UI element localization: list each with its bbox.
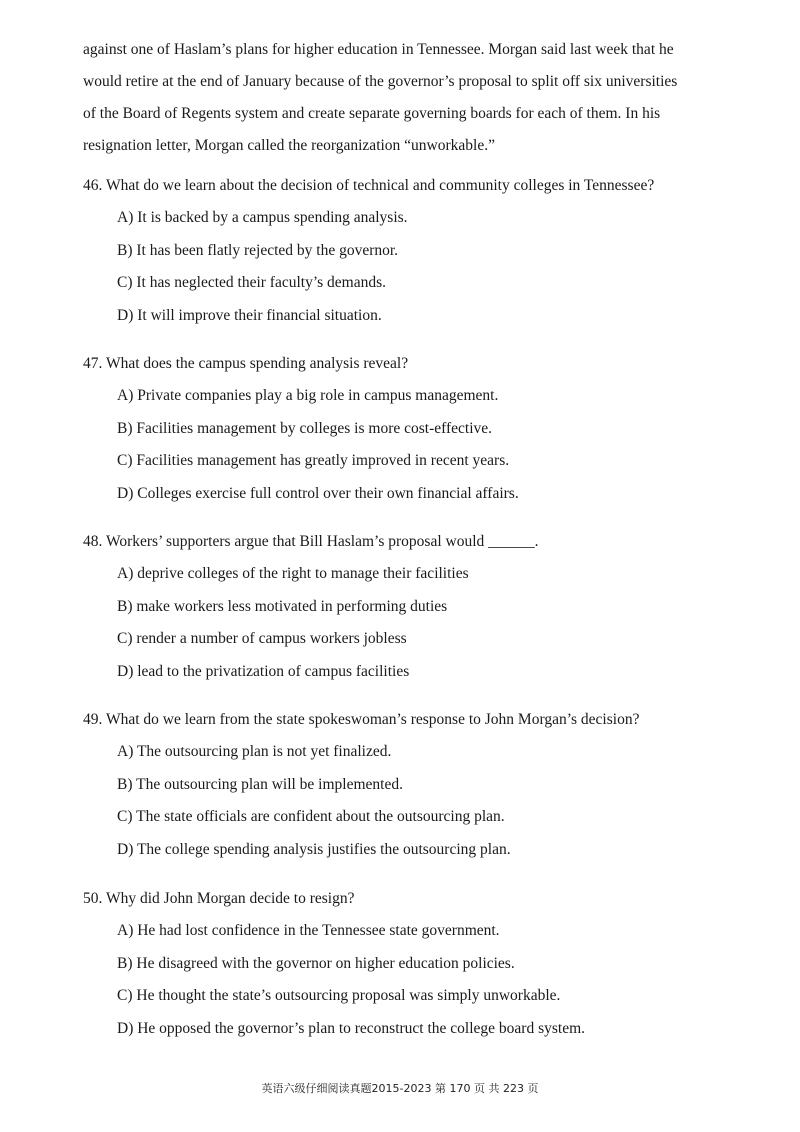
question-47 [83, 348, 519, 510]
option-d: D) The college spending analysis justifies the outsourcing plan. [117, 840, 511, 858]
option-a: A) The outsourcing plan is not yet finalized. [117, 743, 392, 760]
question-stem: 50. Why did John Morgan decide to resign? [83, 890, 355, 907]
question-50 [83, 883, 585, 1045]
option-c: C) Facilities management has greatly improved in recent years. [117, 452, 510, 469]
option-b: B) He disagreed with the governor on higher education policies. [117, 954, 515, 972]
question-stem: 49. What do we learn from the state spokeswoman’s response to John Morgan’s decision? [83, 711, 640, 728]
option-d: D) He opposed the governor’s plan to reconstruct the college board system. [117, 1019, 586, 1037]
option-a: A) It is backed by a campus spending analysis. [117, 209, 408, 226]
option-a: A) Private companies play a big role in campus management. [117, 387, 499, 404]
passage-line: against one of Haslam’s plans for higher education in Tennessee. Morgan said last week that he [83, 41, 674, 58]
option-b: B) make workers less motivated in performing duties [117, 597, 448, 615]
option-c: C) render a number of campus workers jobless [117, 630, 407, 647]
option-b: B) Facilities management by colleges is more cost-effective. [117, 419, 493, 437]
page-footer: 英语六级仔细阅读真题2015-2023 第 170 页 共 223 页 [261, 1082, 539, 1095]
question-stem: 46. What do we learn about the decision of technical and community colleges in Tennessee? [83, 177, 655, 194]
option-c: C) The state officials are confident about the outsourcing plan. [117, 808, 505, 825]
option-c: C) He thought the state’s outsourcing proposal was simply unworkable. [117, 987, 561, 1004]
option-d: D) It will improve their financial situation. [117, 306, 382, 324]
question-46 [83, 170, 654, 332]
question-48 [83, 526, 539, 688]
option-b: B) It has been flatly rejected by the governor. [117, 241, 399, 259]
question-stem: 48. Workers’ supporters argue that Bill Haslam’s proposal would ______. [83, 533, 539, 550]
option-a: A) He had lost confidence in the Tennessee state government. [117, 922, 500, 939]
passage-line: of the Board of Regents system and create separate governing boards for each of them. In his [83, 105, 661, 122]
option-b: B) The outsourcing plan will be implemented. [117, 775, 403, 793]
option-c: C) It has neglected their faculty’s demands. [117, 274, 387, 291]
question-49 [83, 704, 639, 866]
passage-paragraph [83, 34, 719, 162]
question-stem: 47. What does the campus spending analysis reveal? [83, 355, 409, 372]
option-d: D) Colleges exercise full control over their own financial affairs. [117, 484, 519, 502]
passage-line: would retire at the end of January because of the governor’s proposal to split off six universities [83, 73, 678, 90]
option-d: D) lead to the privatization of campus facilities [117, 662, 410, 680]
passage-line: resignation letter, Morgan called the reorganization “unworkable.” [83, 137, 495, 154]
option-a: A) deprive colleges of the right to manage their facilities [117, 565, 469, 582]
